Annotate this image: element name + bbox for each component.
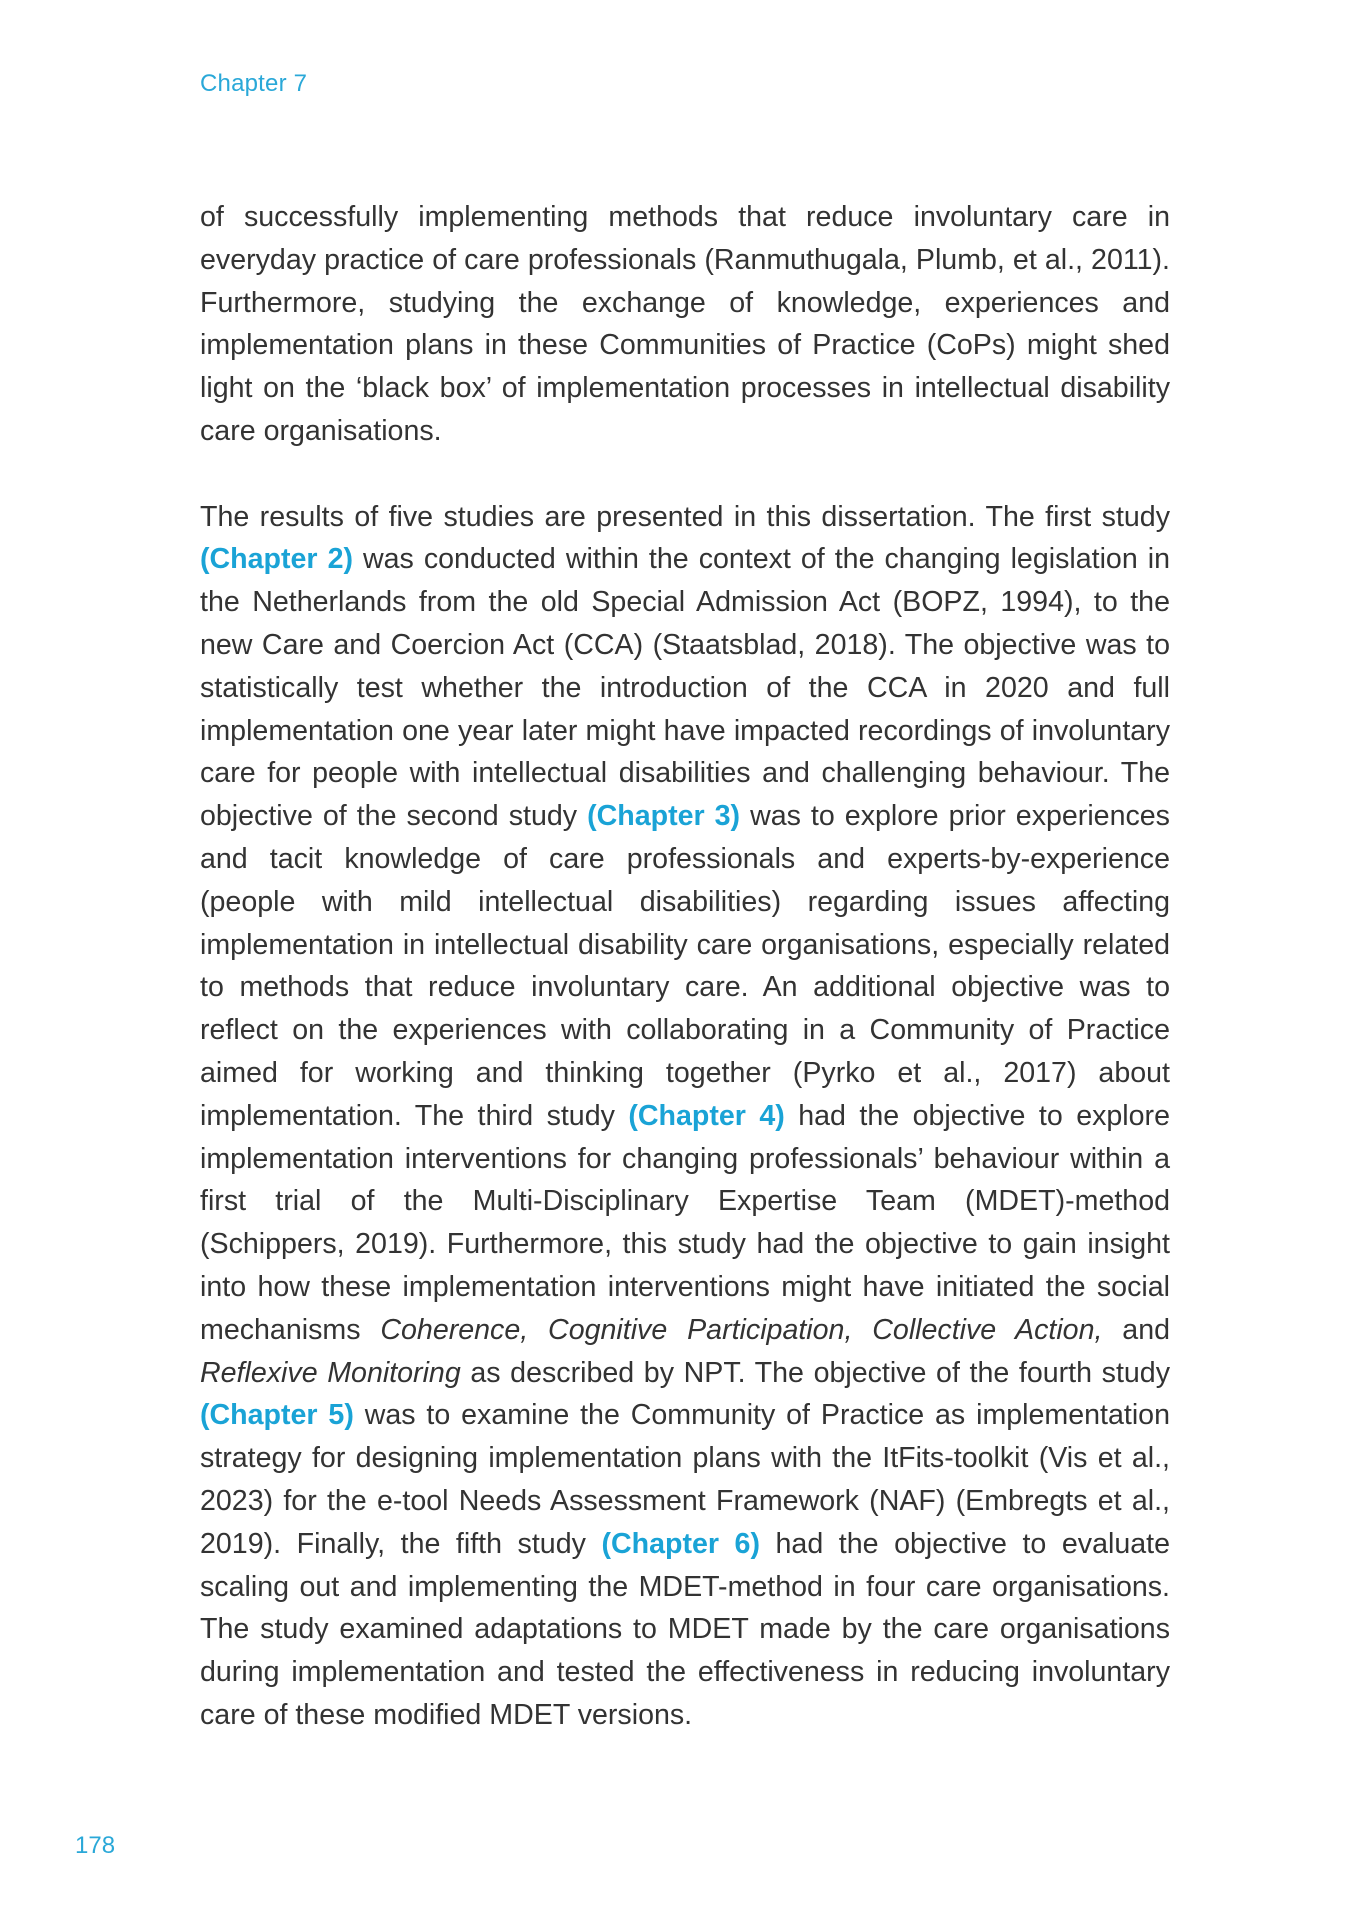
chapter-2-reference[interactable]: (Chapter 2) (200, 543, 353, 576)
paragraph-2-text: and (1102, 1313, 1171, 1346)
paragraph-1: of successfully implementing methods that reduce involuntary care in everyday practice of care professionals (Ranmuthugala, Plumb, et al., 2011). Furthermore, studying the exchange of knowledge, experiences and implementation plans in these Communities of Practice (CoPs) might shed light on the ‘black box’ of implementation processes in intellectual disability care organisations. (200, 201, 1170, 447)
paragraph-2-text: was to examine the Community of Practice as implementation strategy for designing implementation plans with the ItFits-toolkit (Vis et al., 2023) for the e-tool Needs Assessment Framework (NAF) (Embregts et al., 2019). Finally, the fifth study (200, 1399, 1170, 1560)
paragraph-2-text: was conducted within the context of the changing legislation in the Netherlands from the old Special Admission Act (BOPZ, 1994), to the new Care and Coercion Act (CCA) (Staatsblad, 2018). The objective was to statistically test whether the introduction of the CCA in 2020 and full implementation one year later might have impacted recordings of involuntary care for people with intellectual disabilities and challenging behaviour. The objective of the second study (200, 543, 1170, 833)
paragraph-2 (200, 496, 1170, 1737)
paragraph-2-text: was to explore prior experiences and tacit knowledge of care professionals and experts-by-experience (people with mild intellectual disabilities) regarding issues affecting implementation in intellectual disability care organisations, especially related to methods that reduce involuntary care. An additional objective was to reflect on the experiences with collaborating in a Community of Practice aimed for working and thinking together (Pyrko et al., 2017) about implementation. The third study (200, 800, 1170, 1132)
paragraph-2-text: The results of five studies are presented in this dissertation. The first study (200, 500, 1170, 533)
paragraph-2-text: as described by NPT. The objective of the fourth study (460, 1356, 1170, 1389)
running-head-chapter: Chapter 7 (200, 70, 308, 97)
chapter-5-reference[interactable]: (Chapter 5) (200, 1399, 354, 1432)
chapter-4-reference[interactable]: (Chapter 4) (628, 1099, 785, 1132)
paragraph-2-text: had the objective to evaluate scaling out and implementing the MDET-method in four care organisations. The study examined adaptations to MDET made by the care organisations during implementation and tested the effectiveness in reducing involuntary care of these modified MDET versions. (200, 1527, 1170, 1731)
chapter-3-reference[interactable]: (Chapter 3) (587, 800, 741, 833)
reflexive-monitoring-italic: Reflexive Monitoring (200, 1356, 461, 1389)
chapter-6-reference[interactable]: (Chapter 6) (601, 1527, 760, 1560)
paragraph-2-text: had the objective to explore implementation interventions for changing professionals’ behaviour within a first trial of the Multi-Disciplinary Expertise Team (MDET)-method (Schippers, 2019). Furthermore, this study had the objective to gain insight into how these implementation interventions might have initiated the social mechanisms (200, 1099, 1170, 1346)
body-text (200, 196, 1170, 1737)
npt-mechanisms-italic: Coherence, Cognitive Participation, Collective Action, (380, 1313, 1103, 1346)
page-number: 178 (75, 1832, 116, 1859)
